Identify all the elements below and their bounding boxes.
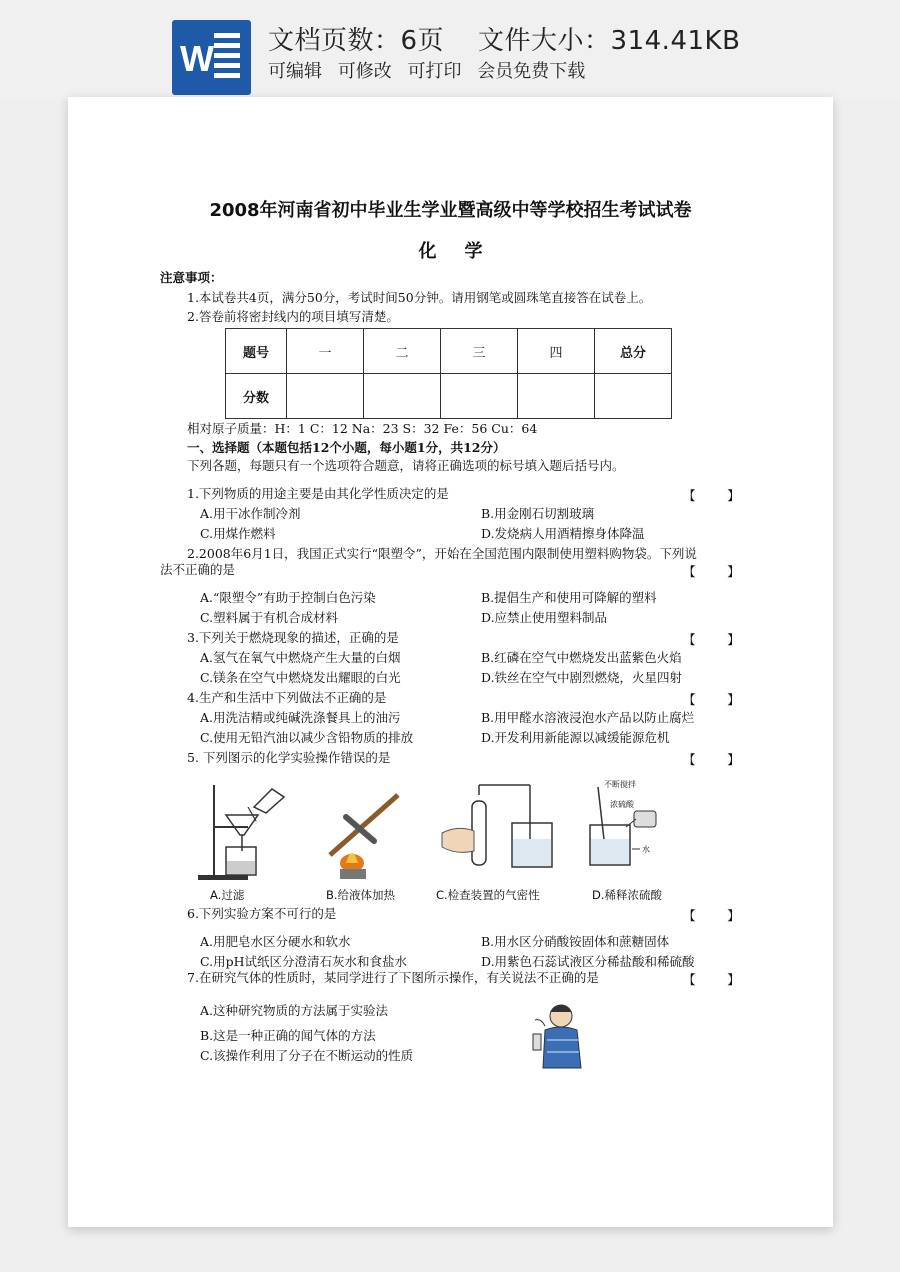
feature-modifiable: 可修改	[337, 61, 392, 82]
section1-heading: 一、选择题（本题包括12个小题，每小题1分，共12分）	[187, 440, 506, 455]
score-table	[225, 328, 672, 419]
q7-option-b: B.这是一种正确的闻气体的方法	[200, 1028, 376, 1043]
document-info-banner	[0, 0, 900, 100]
feature-editable: 可编辑	[268, 61, 322, 82]
q1-option-a: A.用干冰作制冷剂	[200, 506, 301, 521]
q2-option-b: B.提倡生产和使用可降解的塑料	[481, 590, 657, 605]
figure-caption-c: C.检查装置的气密性	[436, 888, 540, 902]
q6-option-a: A.用肥皂水区分硬水和软水	[200, 934, 351, 949]
answer-bracket: 【 】	[683, 632, 740, 647]
q1-option-b: B.用金刚石切割玻璃	[481, 506, 595, 521]
table-cell: 分数	[226, 374, 287, 419]
exam-title: 2008年河南省初中毕业生学业暨高级中等学校招生考试试卷	[209, 200, 692, 221]
q4-option-a: A.用洗洁精或纯碱洗涤餐具上的油污	[200, 710, 401, 725]
answer-bracket: 【 】	[683, 564, 740, 579]
q6-option-b: B.用水区分硝酸铵固体和蔗糖固体	[481, 934, 670, 949]
score-cell	[364, 374, 441, 419]
word-document-icon: W	[172, 20, 251, 95]
q2-stem-continued: 法不正确的是	[160, 562, 236, 577]
figure-caption-d: D.稀释浓硫酸	[592, 888, 663, 902]
q4-option-b: B.用甲醛水溶液浸泡水产品以防止腐烂	[481, 710, 695, 725]
q7-option-c: C.该操作利用了分子在不断运动的性质	[200, 1048, 414, 1063]
document-stats	[268, 20, 740, 57]
q3-stem: 3.下列关于燃烧现象的描述，正确的是	[187, 630, 399, 645]
answer-bracket: 【 】	[683, 752, 740, 767]
q3-option-c: C.镁条在空气中燃烧发出耀眼的白光	[200, 670, 401, 685]
score-table-score-row	[226, 374, 672, 419]
table-cell: 一	[287, 329, 364, 374]
exam-subject: 化学	[418, 241, 511, 262]
q2-option-d: D.应禁止使用塑料制品	[481, 610, 608, 625]
label-concentrated-acid: 浓硫酸	[610, 800, 634, 809]
label-water: 水	[642, 845, 650, 854]
airtightness-check-illustration	[434, 777, 564, 885]
table-cell: 题号	[226, 329, 287, 374]
q3-option-b: B.红磷在空气中燃烧发出蓝紫色火焰	[481, 650, 682, 665]
score-cell	[595, 374, 672, 419]
q7-option-a: A.这种研究物质的方法属于实验法	[200, 1003, 389, 1018]
answer-bracket: 【 】	[683, 908, 740, 923]
q4-option-d: D.开发利用新能源以减缓能源危机	[481, 730, 670, 745]
table-cell: 二	[364, 329, 441, 374]
atomic-mass-line: 相对原子质量：H：1 C：12 Na：23 S：32 Fe：56 Cu：64	[187, 421, 538, 436]
heating-liquid-illustration	[310, 777, 420, 885]
figure-caption-a: A.过滤	[210, 888, 245, 902]
q6-stem: 6.下列实验方案不可行的是	[187, 906, 337, 921]
q4-option-c: C.使用无铅汽油以减少含铅物质的排放	[200, 730, 414, 745]
diluting-acid-illustration	[576, 777, 706, 885]
q1-stem: 1.下列物质的用途主要是由其化学性质决定的是	[187, 486, 449, 501]
notice-item-2: 2.答卷前将密封线内的项目填写清楚。	[187, 309, 399, 324]
feature-member-download: 会员免费下载	[477, 61, 586, 82]
q3-option-a: A.氢气在氧气中燃烧产生大量的白烟	[200, 650, 401, 665]
q4-stem: 4.生产和生活中下列做法不正确的是	[187, 690, 387, 705]
q7-stem: 7.在研究气体的性质时，某同学进行了下图所示操作，有关说法不正确的是	[187, 970, 599, 985]
file-size: 文件大小：314.41KB	[478, 26, 741, 56]
score-cell	[287, 374, 364, 419]
notice-heading: 注意事项：	[160, 270, 223, 285]
table-cell: 总分	[595, 329, 672, 374]
document-page	[68, 97, 833, 1227]
score-cell	[518, 374, 595, 419]
answer-bracket: 【 】	[683, 692, 740, 707]
q2-stem: 2.2008年6月1日，我国正式实行“限塑令”，开始在全国范围内限制使用塑料购物袋。下列说	[187, 546, 697, 561]
student-smelling-gas-illustration	[523, 1000, 585, 1070]
q5-figures	[186, 777, 706, 907]
q6-option-c: C.用pH试纸区分澄清石灰水和食盐水	[200, 954, 407, 969]
q2-option-c: C.塑料属于有机合成材料	[200, 610, 339, 625]
score-cell	[441, 374, 518, 419]
label-keep-stirring: 不断搅拌	[604, 780, 636, 789]
feature-printable: 可打印	[407, 61, 462, 82]
q5-stem: 5. 下列图示的化学实验操作错误的是	[187, 750, 391, 765]
figure-caption-b: B.给液体加热	[326, 888, 396, 902]
answer-bracket: 【 】	[683, 488, 740, 503]
answer-bracket: 【 】	[683, 972, 740, 987]
table-cell: 三	[441, 329, 518, 374]
feature-list	[268, 57, 595, 83]
q6-option-d: D.用紫色石蕊试液区分稀盐酸和稀硫酸	[481, 954, 695, 969]
q1-option-c: C.用煤作燃料	[200, 526, 276, 541]
q1-option-d: D.发烧病人用酒精擦身体降温	[481, 526, 645, 541]
page-count: 文档页数：6页	[268, 26, 445, 56]
score-table-header-row	[226, 329, 672, 374]
q3-option-d: D.铁丝在空气中剧烈燃烧，火星四射	[481, 670, 683, 685]
q2-option-a: A.“限塑令”有助于控制白色污染	[200, 590, 376, 605]
table-cell: 四	[518, 329, 595, 374]
section1-instructions: 下列各题，每题只有一个选项符合题意，请将正确选项的标号填入题后括号内。	[187, 458, 625, 473]
filtration-apparatus-illustration	[186, 777, 296, 885]
notice-item-1: 1.本试卷共4页，满分50分，考试时间50分钟。请用钢笔或圆珠笔直接答在试卷上。	[187, 290, 652, 305]
